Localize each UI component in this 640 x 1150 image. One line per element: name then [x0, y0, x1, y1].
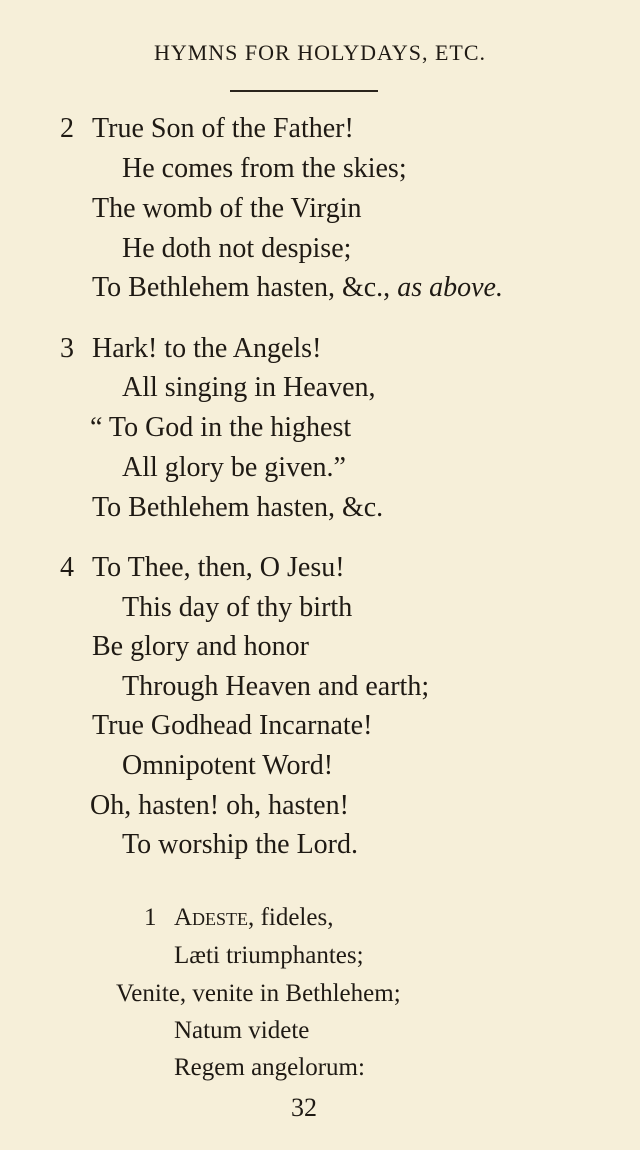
running-header: HYMNS FOR HOLYDAYS, ETC.: [153, 40, 487, 65]
verse-number: 3: [60, 333, 74, 364]
verse-line: All glory be given.”: [122, 452, 346, 483]
verse-number: 2: [60, 113, 74, 144]
verse-line: Venite, venite in Bethlehem;: [116, 980, 401, 1007]
verse-line: He comes from the skies;: [122, 153, 407, 184]
incipit-rest: fideles,: [260, 904, 334, 931]
verse-line: To worship the Lord.: [122, 829, 359, 860]
verse-line: [174, 905, 333, 930]
verse-line: Læti triumphantes;: [174, 942, 364, 969]
verse-line: He doth not despise;: [122, 233, 352, 264]
verse-line: True Godhead Incarnate!: [92, 710, 373, 741]
verse-line: To Bethlehem hasten, &c.: [92, 492, 384, 523]
verse-line: “ To God in the highest: [90, 412, 352, 443]
verse-line: All singing in Heaven,: [122, 372, 376, 403]
verse-line: Natum videte: [174, 1017, 310, 1044]
verse-number: 1: [144, 904, 157, 931]
verse-line: To Thee, then, O Jesu!: [92, 552, 345, 583]
incipit-word: Adeste,: [174, 904, 255, 931]
verse-line: Regem angelorum:: [174, 1054, 365, 1081]
verse-line: Through Heaven and earth;: [122, 671, 430, 702]
page-number: 32: [291, 1093, 317, 1122]
verse-line: Oh, hasten! oh, hasten!: [90, 790, 349, 821]
header-rule: [230, 90, 378, 92]
refrain-text: To Bethlehem hasten, &c.,: [92, 272, 391, 303]
verse-line: True Son of the Father!: [92, 113, 354, 144]
verse-number: 4: [60, 552, 74, 583]
verse-line: Be glory and honor: [92, 631, 309, 662]
verse-line: Hark! to the Angels!: [92, 333, 322, 364]
verse-line: [92, 274, 503, 302]
verse-line: This day of thy birth: [122, 592, 353, 623]
verse-line: The womb of the Virgin: [92, 193, 362, 224]
verse-line: Omnipotent Word!: [122, 750, 334, 781]
refrain-note: as above.: [397, 272, 503, 303]
